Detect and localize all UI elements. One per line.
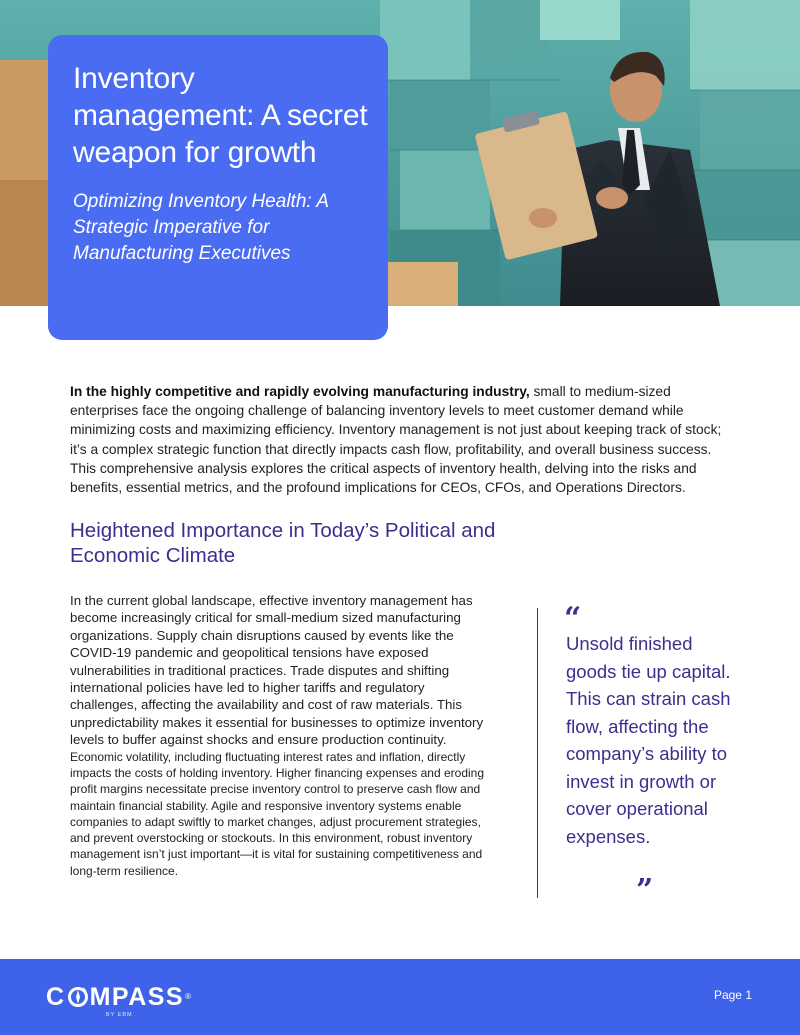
body-paragraph-1: In the current global landscape, effective inventory management has become increasingly critical for small-medium sized manufacturing organizations. Supply chain disruptions caused by events like the COVID-19 pandemic and geopolitical tensions have exposed vulnerabilities in traditional practices. Trade disputes and shifting international policies have led to higher tariffs and regulatory challenges, affecting the availability and cost of raw materials. This unpredictability makes it essential for businesses to optimize inventory levels to buffer against shocks and ensure production continuity.	[70, 593, 484, 748]
compass-icon	[67, 986, 89, 1008]
body-paragraph-2: Economic volatility, including fluctuating interest rates and inflation, directly impacts the costs of holding inventory. Higher financing expenses and eroding profit margins necessitate precise inventory control to preserve cash flow and maintain financial stability. Agile and responsive inventory systems enable companies to adapt swiftly to market changes, adjust procurement strategies, and prevent overstocking or stockouts. In this environment, robust inventory management isn’t just important—it is vital for sustaining competitiveness and long-term resilience.	[70, 749, 485, 878]
section-heading: Heightened Importance in Today’s Political and Economic Climate	[70, 519, 496, 567]
pull-quote-text: Unsold finished goods tie up capital. This can strain cash flow, affecting the company’s ability to invest in growth or cover operational expenses.	[566, 633, 731, 847]
page-title: Inventory management: A secret weapon for growth	[73, 62, 368, 169]
page-subtitle: Optimizing Inventory Health: A Strategic Imperative for Manufacturing Executives	[73, 191, 329, 264]
quote-open-icon: “	[564, 601, 582, 636]
logo-letter-c: C	[46, 983, 66, 1011]
page-number: Page 1	[713, 988, 752, 1002]
pull-quote	[537, 601, 747, 908]
intro-paragraph	[70, 382, 735, 498]
logo-byline: BY EBM	[105, 1012, 133, 1018]
logo-registered: ®	[185, 992, 193, 1001]
title-card	[48, 35, 388, 340]
body-column	[70, 592, 490, 879]
footer-bar	[0, 959, 800, 1035]
intro-lead: In the highly competitive and rapidly evolving manufacturing industry,	[70, 383, 530, 399]
compass-logo	[46, 983, 193, 1018]
intro-text: small to medium-sized enterprises face the ongoing challenge of balancing inventory levels to meet customer demand while minimizing costs and maximizing efficiency. Inventory management is not just about keeping track of stock; it’s a complex strategic function that directly impacts cash flow, profitability, and overall business success. This comprehensive analysis explores the critical aspects of inventory health, delving into the risks and benefits, essential metrics, and the profound implications for CEOs, CFOs, and Operations Directors.	[70, 383, 722, 496]
logo-letters-mpass: MPASS	[89, 983, 185, 1011]
quote-close-icon: ”	[636, 873, 654, 908]
